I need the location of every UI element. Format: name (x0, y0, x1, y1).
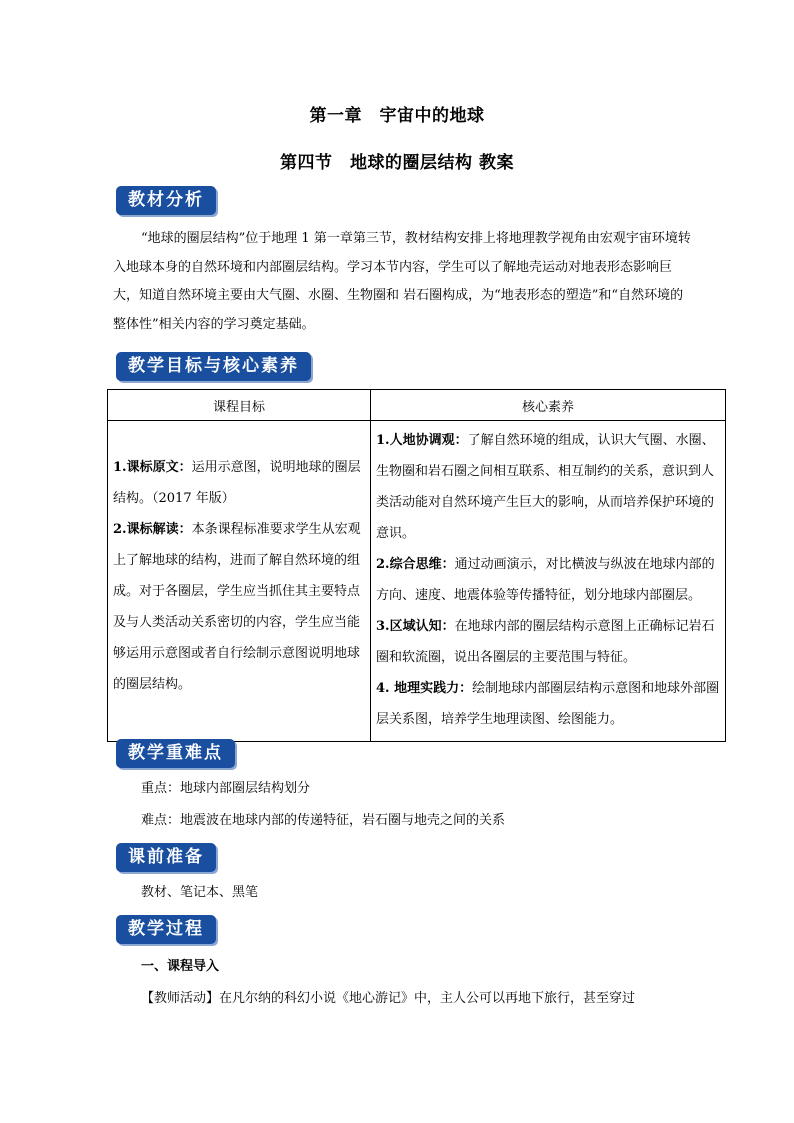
course-goal-item (113, 452, 365, 514)
core-literacy-cell (371, 421, 726, 742)
analysis-paragraph: “地球的圈层结构”位于地理 1 第一章第三节，教材结构安排上将地理教学视角由宏观宇宙环境转入地球本身的自然环境和内部圈层结构。学习本节内容，学生可以了解地壳运动对地表形态影响巨大，知道自然环境主要由大气圈、水圈、生物圈和 岩石圈构成，为“地表形态的塑造”和“自然环境的整体性”相关内容的学习奠定基础。 (113, 231, 691, 332)
process-heading: 教学过程 (116, 915, 216, 944)
literacy-label: 4. 地理实践力： (376, 681, 473, 696)
course-goal-text: 运用示意图，说明地球的圈层结构。（2017 年版） (113, 460, 361, 506)
course-goal-label: 1.课标原文： (113, 460, 192, 475)
goals-table (107, 389, 726, 742)
analysis-heading: 教材分析 (116, 186, 216, 215)
literacy-item (376, 425, 720, 549)
literacy-item (376, 611, 720, 673)
literacy-text: 绘制地球内部圈层结构示意图和地球外部圈层关系图，培养学生地理读图、绘图能力。 (376, 681, 720, 727)
goals-col-header-literacy: 核心素养 (371, 390, 726, 421)
process-text: 【教师活动】在凡尔纳的科幻小说《地心游记》中，主人公可以再地下旅行，甚至穿过 (141, 991, 636, 1006)
course-goal-text: 本条课程标准要求学生从宏观上了解地球的结构，进而了解自然环境的组成。对于各圈层，学生应当抓住其主要特点及与人类活动关系密切的内容，学生应当能够运用示意图或者自行绘制示意图说明地球的圈层结构。 (113, 522, 361, 692)
goals-heading: 教学目标与核心素养 (116, 352, 311, 381)
preparation-text: 教材、笔记本、黑笔 (141, 885, 259, 900)
course-goal-item (113, 514, 365, 700)
focus-point: 重点：地球内部圈层结构划分 (141, 781, 311, 796)
process-subheading: 一、课程导入 (141, 959, 220, 974)
literacy-text: 了解自然环境的组成，认识大气圈、水圈、生物圈和岩石圈之间相互联系、相互制约的关系，意识到人类活动能对自然环境产生巨大的影响，从而培养保护环境的意识。 (376, 433, 715, 541)
literacy-text: 通过动画演示，对比横波与纵波在地球内部的方向、速度、地震体验等传播特征，划分地球内部圈层。 (376, 557, 715, 603)
literacy-label: 1.人地协调观： (376, 433, 468, 448)
literacy-item (376, 673, 720, 735)
course-goals-cell (108, 421, 371, 742)
section-title: 第四节 地球的圈层结构 教案 (280, 153, 514, 173)
literacy-item (376, 549, 720, 611)
preparation-heading: 课前准备 (116, 843, 216, 872)
literacy-text: 在地球内部的圈层结构示意图上正确标记岩石圈和软流圈，说出各圈层的主要范围与特征。 (376, 619, 715, 665)
difficulty-point: 难点：地震波在地球内部的传递特征，岩石圈与地壳之间的关系 (141, 813, 506, 828)
goals-col-header-course: 课程目标 (108, 390, 371, 421)
course-goal-label: 2.课标解读： (113, 522, 192, 537)
literacy-label: 2.综合思维： (376, 557, 455, 572)
key-points-heading: 教学重难点 (116, 739, 235, 768)
literacy-label: 3.区域认知： (376, 619, 455, 634)
chapter-title: 第一章 宇宙中的地球 (309, 106, 485, 126)
